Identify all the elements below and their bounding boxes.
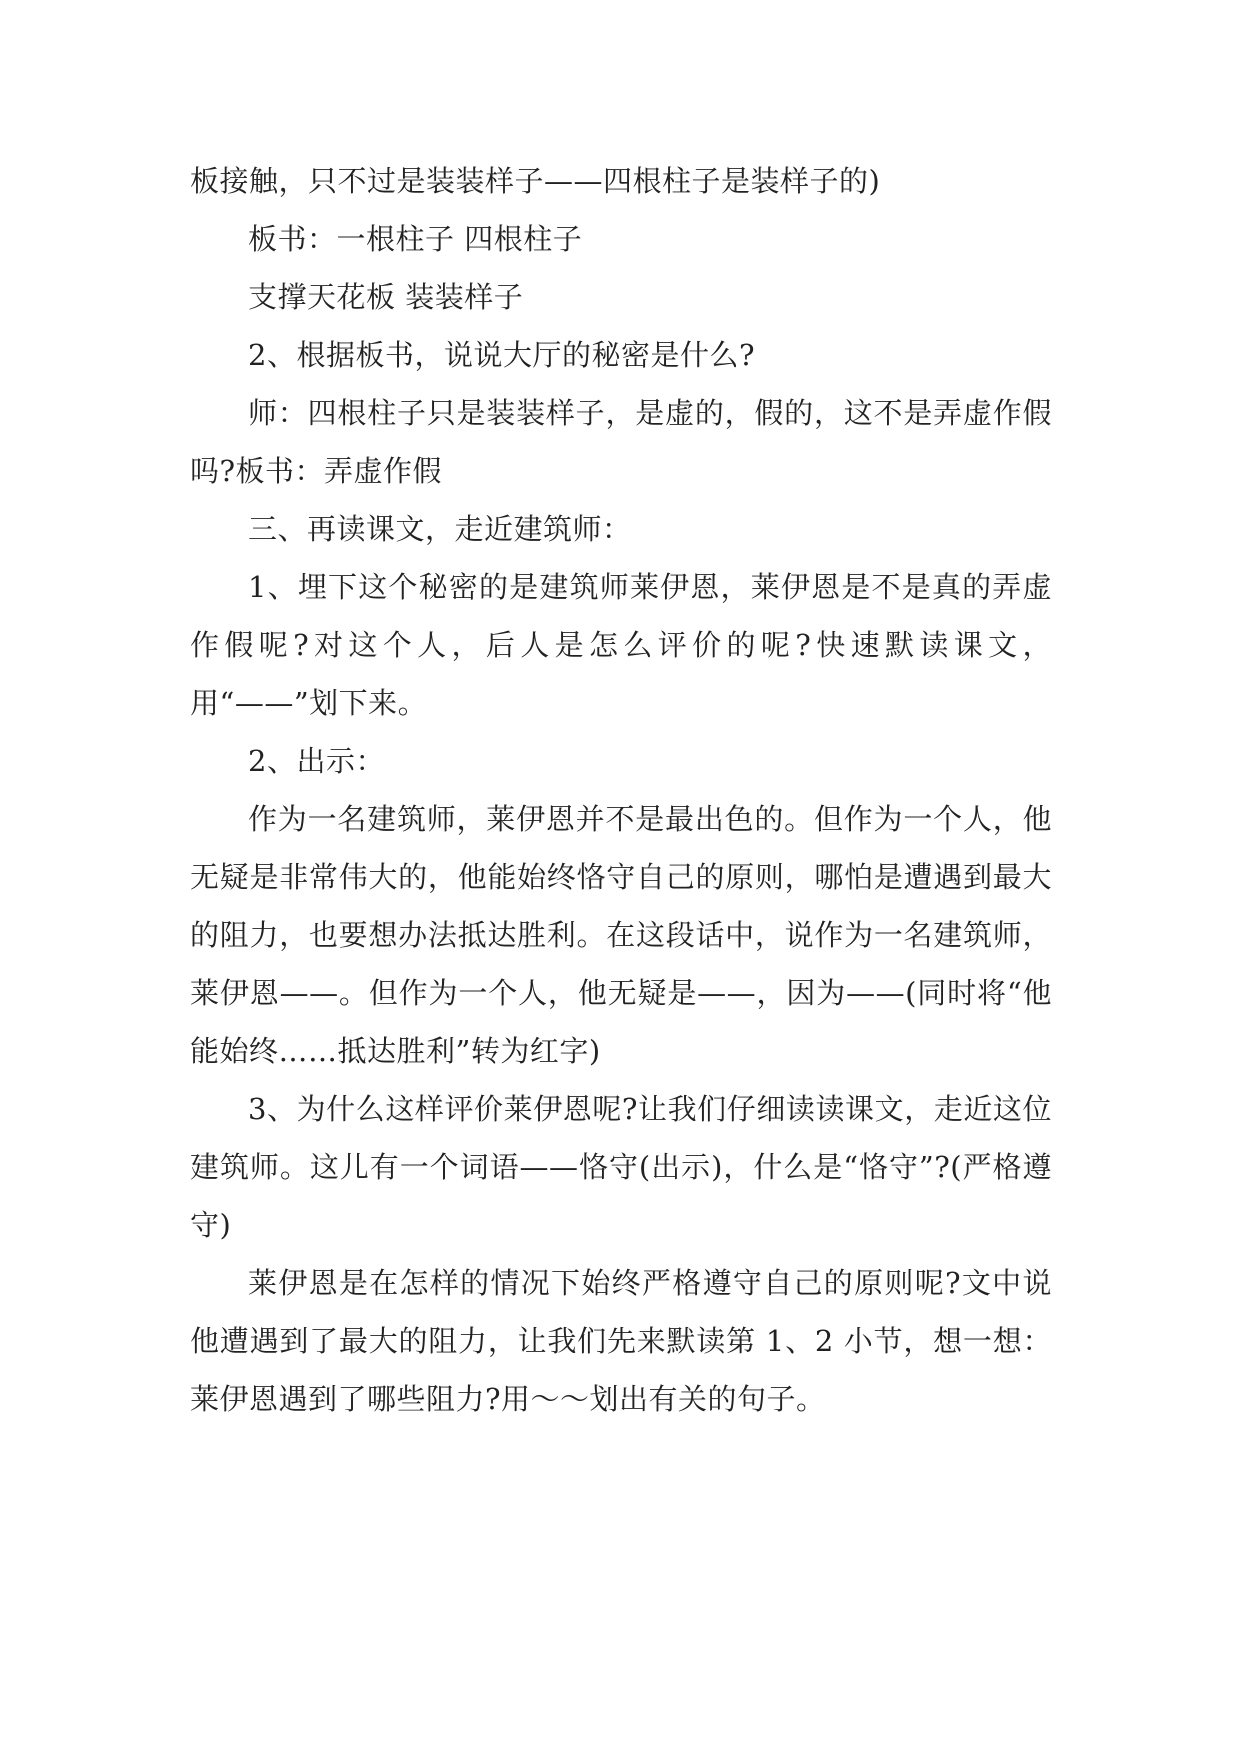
paragraph-quote: 作为一名建筑师，莱伊恩并不是最出色的。但作为一个人，他无疑是非常伟大的，他能始终恪守自己的原则，哪怕是遭遇到最大的阻力，也要想办法抵达胜利。在这段话中，说作为一名建筑师，莱伊恩——。但作为一个人，他无疑是——，因为——(同时将“他能始终……抵达胜利”转为红字) bbox=[190, 802, 1052, 1068]
section-heading-3: 三、再读课文，走近建筑师： bbox=[248, 512, 632, 546]
paragraph-reading-task: 莱伊恩是在怎样的情况下始终严格遵守自己的原则呢?文中说他遭遇到了最大的阻力，让我们先来默读第 1、2 小节，想一想：莱伊恩遇到了哪些阻力?用～～划出有关的句子。 bbox=[190, 1266, 1052, 1416]
document-page bbox=[190, 152, 1052, 1428]
paragraph-blackboard-1: 板书：一根柱子 四根柱子 bbox=[248, 222, 583, 256]
paragraph-item-3: 3、为什么这样评价莱伊恩呢?让我们仔细读读课文，走近这位建筑师。这儿有一个词语——恪守(出示)，什么是“恪守”?(严格遵守) bbox=[190, 1092, 1052, 1242]
paragraph-item-1: 1、埋下这个秘密的是建筑师莱伊恩，莱伊恩是不是真的弄虚作假呢?对这个人，后人是怎么评价的呢?快速默读课文，用“——”划下来。 bbox=[190, 570, 1052, 720]
paragraph-item-2: 2、出示： bbox=[248, 744, 385, 778]
paragraph-blackboard-2: 支撑天花板 装装样子 bbox=[248, 280, 524, 314]
paragraph-continuation: 板接触，只不过是装装样子——四根柱子是装样子的) bbox=[190, 164, 881, 198]
paragraph-question-secret: 2、根据板书，说说大厅的秘密是什么? bbox=[248, 338, 755, 372]
paragraph-teacher-remark: 师：四根柱子只是装装样子，是虚的，假的，这不是弄虚作假吗?板书：弄虚作假 bbox=[190, 396, 1052, 488]
